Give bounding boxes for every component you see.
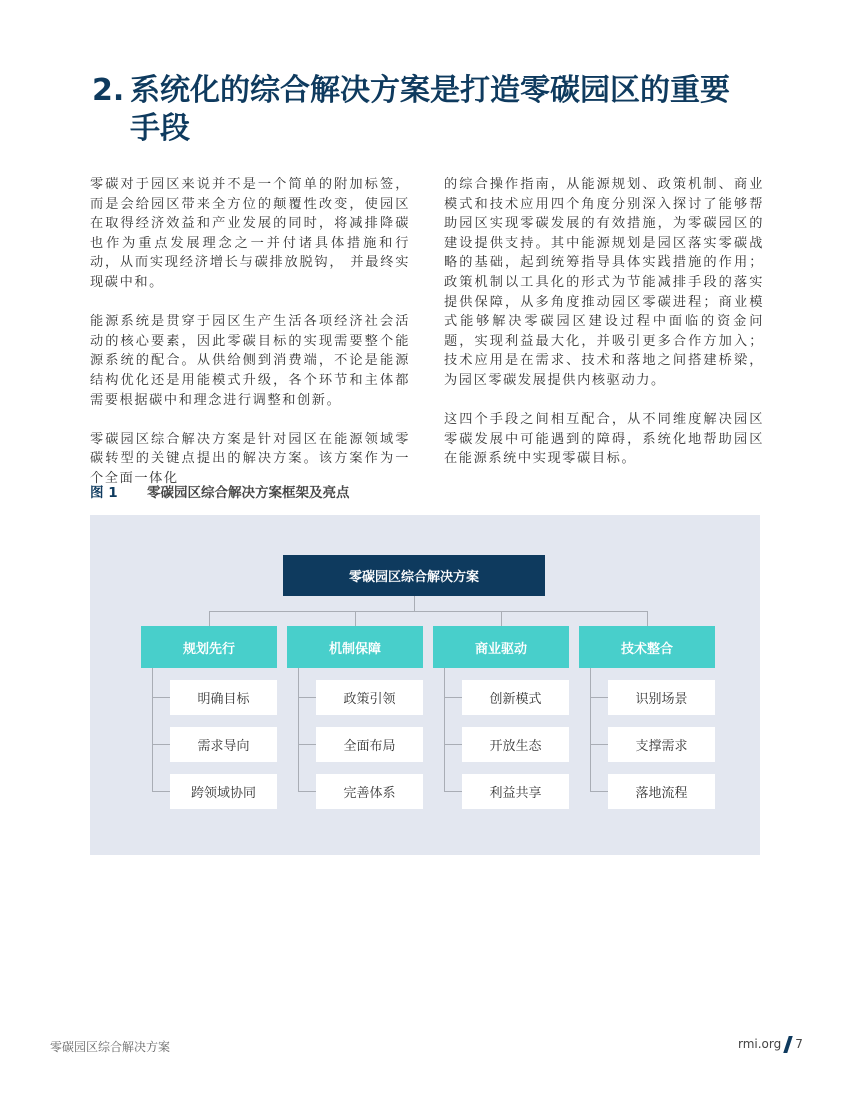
footer-title: 零碳园区综合解决方案 — [50, 1040, 171, 1054]
connector-line — [590, 791, 608, 792]
figure-caption: 零碳园区综合解决方案框架及亮点 — [147, 485, 350, 501]
connector-line — [209, 611, 648, 612]
section-title — [92, 72, 792, 148]
item-box: 需求导向 — [170, 727, 277, 762]
section-title-line1: 系统化的综合解决方案是打造零碳园区的重要 — [130, 73, 730, 108]
connector-line — [444, 791, 462, 792]
connector-line — [590, 697, 608, 698]
item-box: 识别场景 — [608, 680, 715, 715]
connector-line — [444, 697, 462, 698]
category-box: 技术整合 — [579, 626, 715, 668]
connector-line — [298, 744, 316, 745]
connector-line — [152, 697, 170, 698]
connector-line — [152, 668, 153, 792]
item-box: 跨领域协同 — [170, 774, 277, 809]
item-box: 全面布局 — [316, 727, 423, 762]
connector-line — [298, 697, 316, 698]
item-box: 落地流程 — [608, 774, 715, 809]
right-column — [444, 175, 764, 489]
connector-line — [298, 668, 299, 792]
paragraph: 的综合操作指南，从能源规划、政策机制、商业模式和技术应用四个角度分别深入探讨了能够帮助园区实现零碳发展的有效措施，为零碳园区的建设提供支持。其中能源规划是园区落实零碳战略的基础，起到统筹指导具体实践措施的作用；政策机制以工具化的形式为节能减排手段的落实提供保障，从多角度推动园区零碳进程；商业模式能够解决零碳园区建设过程中面临的资金问题，实现利益最大化，并吸引更多合作方加入；技术应用是在需求、技术和落地之间搭建桥梁，为园区零碳发展提供内核驱动力。 — [444, 177, 764, 388]
framework-diagram — [90, 515, 760, 855]
item-box: 明确目标 — [170, 680, 277, 715]
paragraph: 零碳园区综合解决方案是针对园区在能源领域零碳转型的关键点提出的解决方案。该方案作为一个全面一体化 — [90, 431, 410, 486]
category-box: 商业驱动 — [433, 626, 569, 668]
connector-line — [298, 791, 316, 792]
item-box: 创新模式 — [462, 680, 569, 715]
item-box: 支撑需求 — [608, 727, 715, 762]
root-box: 零碳园区综合解决方案 — [283, 555, 545, 596]
connector-line — [152, 744, 170, 745]
connector-line — [590, 668, 591, 792]
section-number: 2. — [92, 73, 125, 108]
page-number: 7 — [795, 1037, 803, 1051]
connector-line — [414, 596, 415, 611]
category-box: 规划先行 — [141, 626, 277, 668]
connector-line — [355, 611, 356, 626]
item-box: 利益共享 — [462, 774, 569, 809]
item-box: 政策引领 — [316, 680, 423, 715]
paragraph: 这四个手段之间相互配合，从不同维度解决园区零碳发展中可能遇到的障碍，系统化地帮助园区在能源系统中实现零碳目标。 — [444, 412, 764, 467]
connector-line — [501, 611, 502, 626]
left-column — [90, 175, 410, 508]
paragraph: 零碳对于园区来说并不是一个简单的附加标签，而是会给园区带来全方位的颠覆性改变，使园区在取得经济效益和产业发展的同时，将减排降碳也作为重点发展理念之一并付诸具体措施和行动，从而实现经济增长与碳排放脱钩， 并最终实现碳中和。 — [90, 177, 410, 290]
connector-line — [152, 791, 170, 792]
connector-line — [444, 668, 445, 792]
paragraph: 能源系统是贯穿于园区生产生活各项经济社会活动的核心要素，因此零碳目标的实现需要整个能源系统的配合。从供给侧到消费端，不论是能源结构优化还是用能模式升级，各个环节和主体都需要根据碳中和理念进行调整和创新。 — [90, 314, 410, 408]
footer-site-link[interactable]: rmi.org — [738, 1037, 782, 1051]
connector-line — [590, 744, 608, 745]
footer-pagination — [738, 1036, 803, 1053]
category-box: 机制保障 — [287, 626, 423, 668]
connector-line — [209, 611, 210, 626]
item-box: 开放生态 — [462, 727, 569, 762]
connector-line — [647, 611, 648, 626]
item-box: 完善体系 — [316, 774, 423, 809]
slash-divider — [783, 1036, 793, 1053]
connector-line — [444, 744, 462, 745]
section-title-line2: 手段 — [130, 111, 190, 146]
figure-label: 图 1 — [90, 485, 118, 501]
